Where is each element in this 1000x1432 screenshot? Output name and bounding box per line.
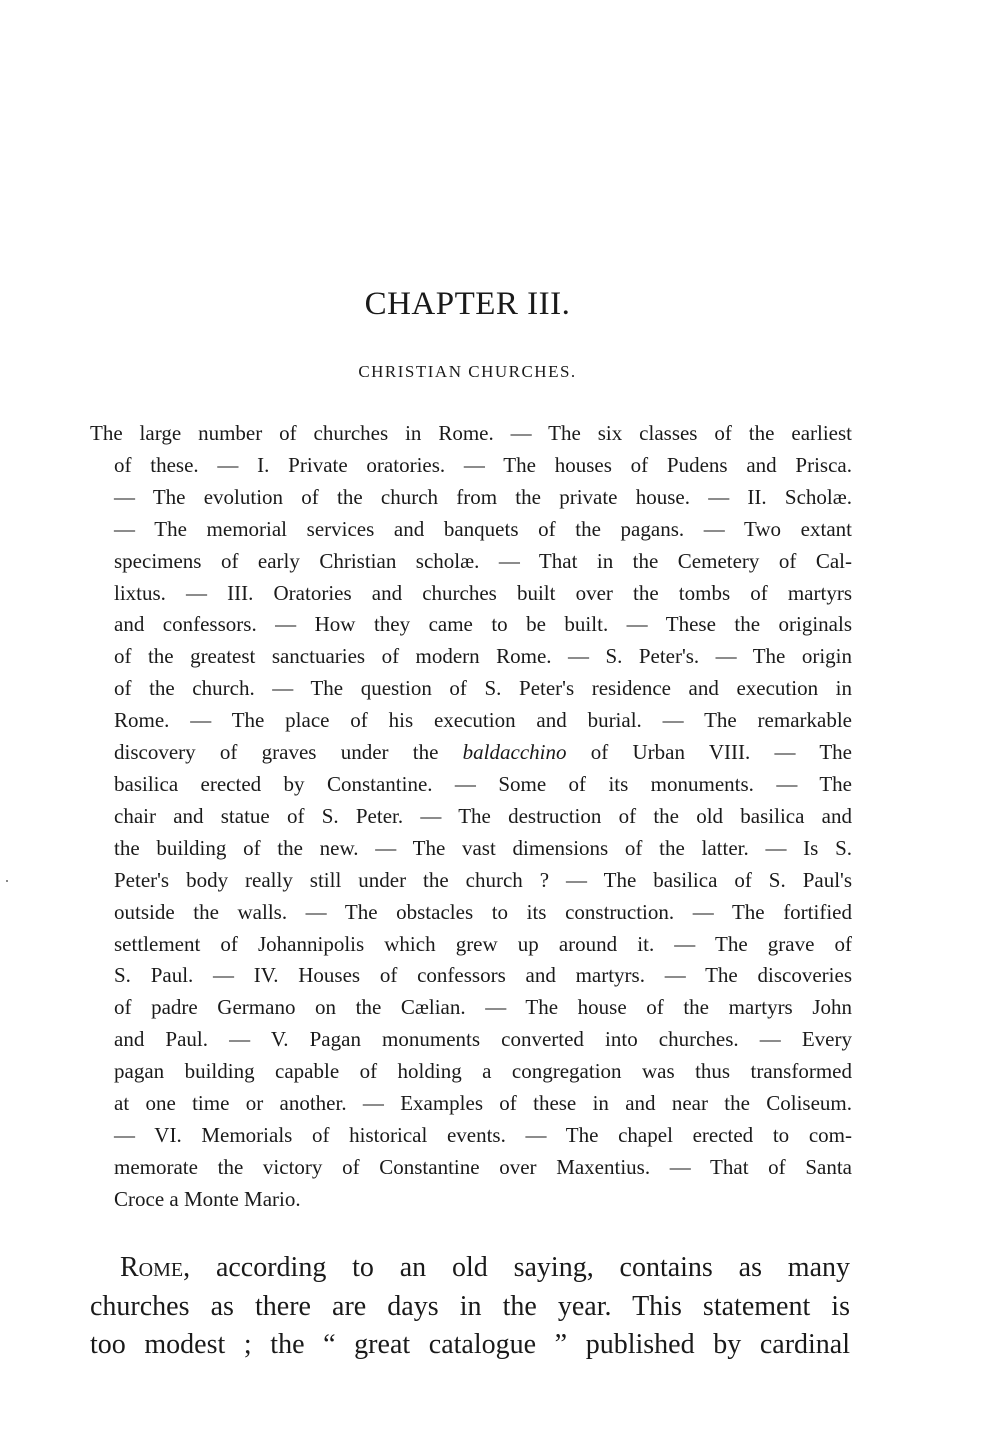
synopsis-line: lixtus. — III. Oratories and churches built over the tombs of martyrs [114,580,852,605]
synopsis-line: basilica erected by Constantine. — Some of its monuments. — The [114,771,852,796]
synopsis-line: and confessors. — How they came to be built. — These the originals [114,612,852,637]
synopsis-line: — The memorial services and banquets of the pagans. — Two extant [114,516,852,541]
synopsis-line [90,737,852,769]
body-paragraph [90,1249,850,1365]
synopsis-line: Peter's body really still under the church ? — The basilica of S. Paul's [114,867,852,892]
synopsis-line: of the church. — The question of S. Peter's residence and execution in [114,676,852,701]
synopsis-line: the building of the new. — The vast dimensions of the latter. — Is S. [114,835,852,860]
synopsis-line: of padre Germano on the Cælian. — The house of the martyrs John [114,995,852,1020]
synopsis-line: memorate the victory of Constantine over Maxentius. — That of Santa [114,1154,852,1179]
synopsis-line: chair and statue of S. Peter. — The destruction of the old basilica and [114,803,852,828]
synopsis-line: pagan building capable of holding a congregation was thus transformed [114,1059,852,1084]
chapter-title: CHRISTIAN CHURCHES. [358,362,577,381]
synopsis-line: Croce a Monte Mario. [114,1186,301,1211]
synopsis-line: and Paul. — V. Pagan monuments converted into churches. — Every [114,1027,852,1052]
synopsis-line: The large number of churches in Rome. — The six classes of the earliest [90,421,852,445]
body-line: too modest ; the “ great catalogue ” published by cardinal [90,1329,850,1360]
synopsis-line: — The evolution of the church from the private house. — II. Scholæ. [114,484,852,509]
synopsis-text: discovery of graves under the [114,740,439,765]
synopsis-text: of Urban VIII. — The [590,740,852,765]
body-line: churches as there are days in the year. This statement is [90,1290,850,1322]
synopsis-line: — VI. Memorials of historical events. — The chapel erected to com- [114,1122,852,1147]
body-line [90,1249,850,1288]
synopsis-line: Rome. — The place of his execution and burial. — The remarkable [114,708,852,733]
synopsis-line: S. Paul. — IV. Houses of confessors and martyrs. — The discoveries [114,963,852,988]
body-text: , according to an old saying, contains as many [183,1252,850,1283]
opening-word: Rome [120,1252,184,1283]
synopsis-line: settlement of Johannipolis which grew up around it. — The grave of [114,931,852,956]
chapter-number: CHAPTER III. [364,286,571,322]
synopsis-line: of these. — I. Private oratories. — The houses of Pudens and Prisca. [114,452,852,477]
synopsis-line: of the greatest sanctuaries of modern Rome. — S. Peter's. — The origin [114,644,852,669]
synopsis-line: specimens of early Christian scholæ. — That in the Cemetery of Cal- [114,548,852,573]
chapter-synopsis [90,418,852,1216]
scan-speck [6,880,8,882]
italic-term: baldacchino [462,740,567,765]
synopsis-line: outside the walls. — The obstacles to its construction. — The fortified [114,899,852,924]
synopsis-line: at one time or another. — Examples of these in and near the Coliseum. [114,1091,852,1116]
